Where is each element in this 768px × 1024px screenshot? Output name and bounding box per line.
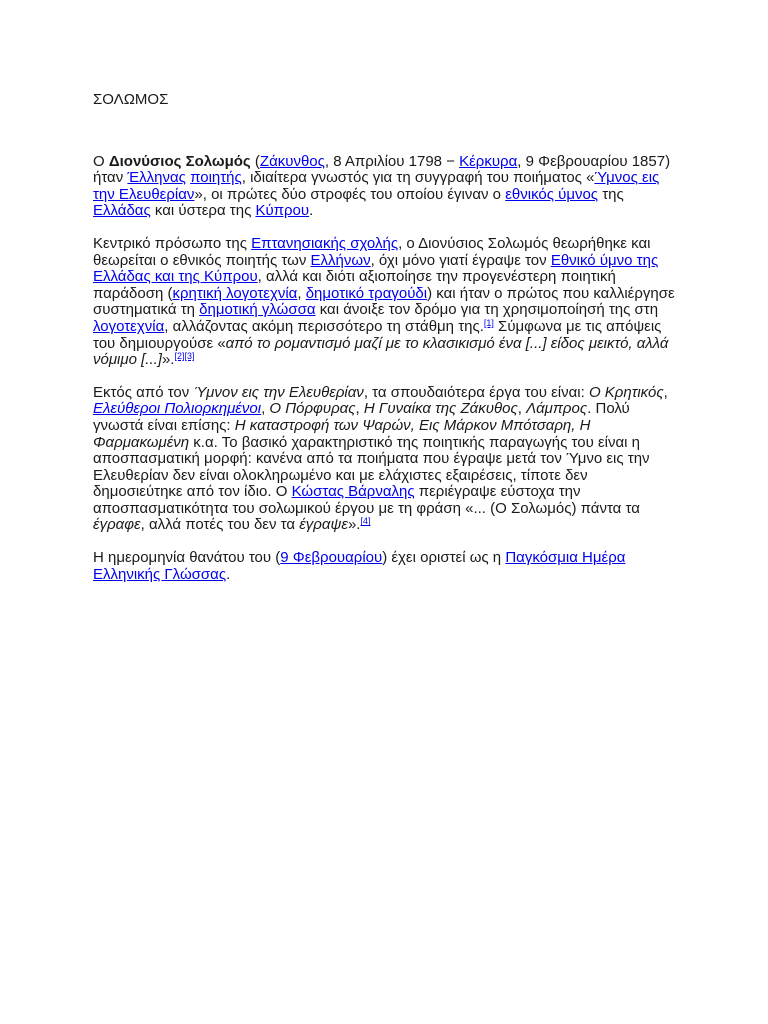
subject-name: Διονύσιος Σολωμός [108,152,251,170]
text: , ιδιαίτερα γνωστός για τη συγγραφή του ποιήματος « [241,169,595,187]
text: Η ημερομηνία θανάτου του ( [93,549,281,567]
text: Εκτός από τον [93,383,194,401]
work-title: Η Γυναίκα της Ζάκυθος [363,400,518,418]
text: . [226,565,231,583]
text: , [297,284,306,302]
paragraph-central-figure [93,236,678,369]
link-dimotiko-tragoudi[interactable]: δημοτικό τραγούδι [305,284,428,302]
work-title: Η καταστροφή των Ψαρών, Εις Μάρκον Μπότσαρη, Η Φαρμακωμένη [93,416,591,451]
work-title: Ύμνον εις την Ελευθερίαν [193,383,364,401]
text: , [355,400,364,418]
quote-text: από το ρομαντισμό μαζί με το κλασικισμό ένα [...] είδος μεικτό, αλλά νόμιμο [...] [93,334,669,369]
reference-link-2[interactable]: [2] [174,351,185,362]
link-kerkyra[interactable]: Κέρκυρα [459,152,518,170]
link-kypros[interactable]: Κύπρου [255,202,310,220]
work-title: Ο Κρητικός [588,383,664,401]
work-title: Ο Πόρφυρας [269,400,356,418]
link-ethniko-ymno[interactable]: Εθνικό ύμνο της Ελλάδας και της Κύπρου [93,251,659,286]
link-eleftheroi-poliorkimenoi[interactable]: Ελεύθεροι Πολιορκημένοι [93,400,262,418]
reference-link-1[interactable]: [1] [483,317,494,328]
paragraph-works [93,385,678,534]
text: , τα σπουδαιότερα έργα του είναι: [363,383,589,401]
link-dimotiki-glossa[interactable]: δημοτική γλώσσα [199,301,316,319]
text: και ύστερα της [150,202,256,220]
text: ) έχει οριστεί ως η [382,549,506,567]
link-kritiki-logotexnia[interactable]: κρητική λογοτεχνία [172,284,298,302]
text: , 8 Απριλίου 1798 − [324,152,460,170]
text: Ο [93,152,109,170]
text: ) και ήταν ο πρώτος που καλλιέργησε συστηματικά τη [93,284,675,319]
text: Κεντρικό πρόσωπο της [93,234,252,252]
link-logotexnia[interactable]: λογοτεχνία [93,317,165,335]
link-eptanisiaki-scholi[interactable]: Επτανησιακής σχολής [251,234,399,252]
text: . Πολύ γνωστά είναι επίσης: [93,400,630,434]
text: ». [161,351,175,369]
link-ellinon[interactable]: Ελλήνων [310,251,371,269]
document-title: ΣΟΛΩΜΟΣ [93,91,169,108]
text: , αλλά ποτές του δεν τα [140,516,300,534]
text: , [517,400,527,418]
text: κ.α. Το βασικό χαρακτηριστικό της ποιητικής παραγωγής του είναι η αποσπασματική μορφή: κανένα από τα ποιήματα που έγραψε μετά τον Ύμνο εις την Ελευθερίαν δεν είναι ολοκληρωμένο και με ελάχιστες εξαιρέσεις, τίποτε δεν δημοσιεύτηκε από τον ίδιο. Ο [93,433,650,501]
text: ( [250,152,260,170]
text: και άνοιξε τον δρόμο για τη χρησιμοποίησή της στη [315,301,659,319]
work-title: Λάμπρος [526,400,588,418]
text: , όχι μόνο γιατί έγραψε τον [370,251,551,269]
link-9-february[interactable]: 9 Φεβρουαρίου [280,549,383,567]
link-ymnos[interactable]: Ύμνος εις την Ελευθερίαν [93,169,660,203]
link-poiitis[interactable]: ποιητής [190,169,242,187]
document-body [93,92,678,599]
text: . [309,202,314,220]
text: , 9 Φεβρουαρίου 1857) ήταν [93,152,671,187]
text: , αλλά και διότι αξιοποίησε την προγενέστερη ποιητική παράδοση ( [93,268,616,302]
text: ». [347,516,361,534]
link-ethnikos-ymnos[interactable]: εθνικός ύμνος [505,185,599,203]
text: », οι πρώτες δύο στροφές του οποίου έγιναν ο [194,185,506,203]
text: , ο Διονύσιος Σολωμός θεωρήθηκε και θεωρείται ο εθνικός ποιητής των [93,234,651,269]
text: περιέγραψε εύστοχα την αποσπασματικότητα του σολωμικού έργου με τη φράση «... (Ο Σολωμός) πάντα τα [93,483,640,517]
paragraph-language-day [93,550,678,583]
link-ellada[interactable]: Ελλάδας [93,202,151,220]
text: , [663,383,668,401]
text: Σύμφωνα με τις απόψεις του δημιουργούσε « [93,317,662,352]
reference-link-3[interactable]: [3] [184,351,195,362]
reference-link-4[interactable]: [4] [360,516,371,527]
paragraph-intro [93,154,678,220]
text: , αλλάζοντας ακόμη περισσότερο τη στάθμη της. [164,317,484,335]
link-ellinas[interactable]: Έλληνας [127,169,186,187]
emphasis-text: έγραψε [299,516,348,534]
text: , [261,400,270,418]
link-pagkosmia-imera[interactable]: Παγκόσμια Ημέρα Ελληνικής Γλώσσας [93,549,626,583]
link-kostas-varnalis[interactable]: Κώστας Βάρναλης [291,483,415,501]
text: της [598,185,624,203]
emphasis-text: έγραφε [93,516,141,534]
link-zakynthos[interactable]: Ζάκυνθος [259,152,325,170]
